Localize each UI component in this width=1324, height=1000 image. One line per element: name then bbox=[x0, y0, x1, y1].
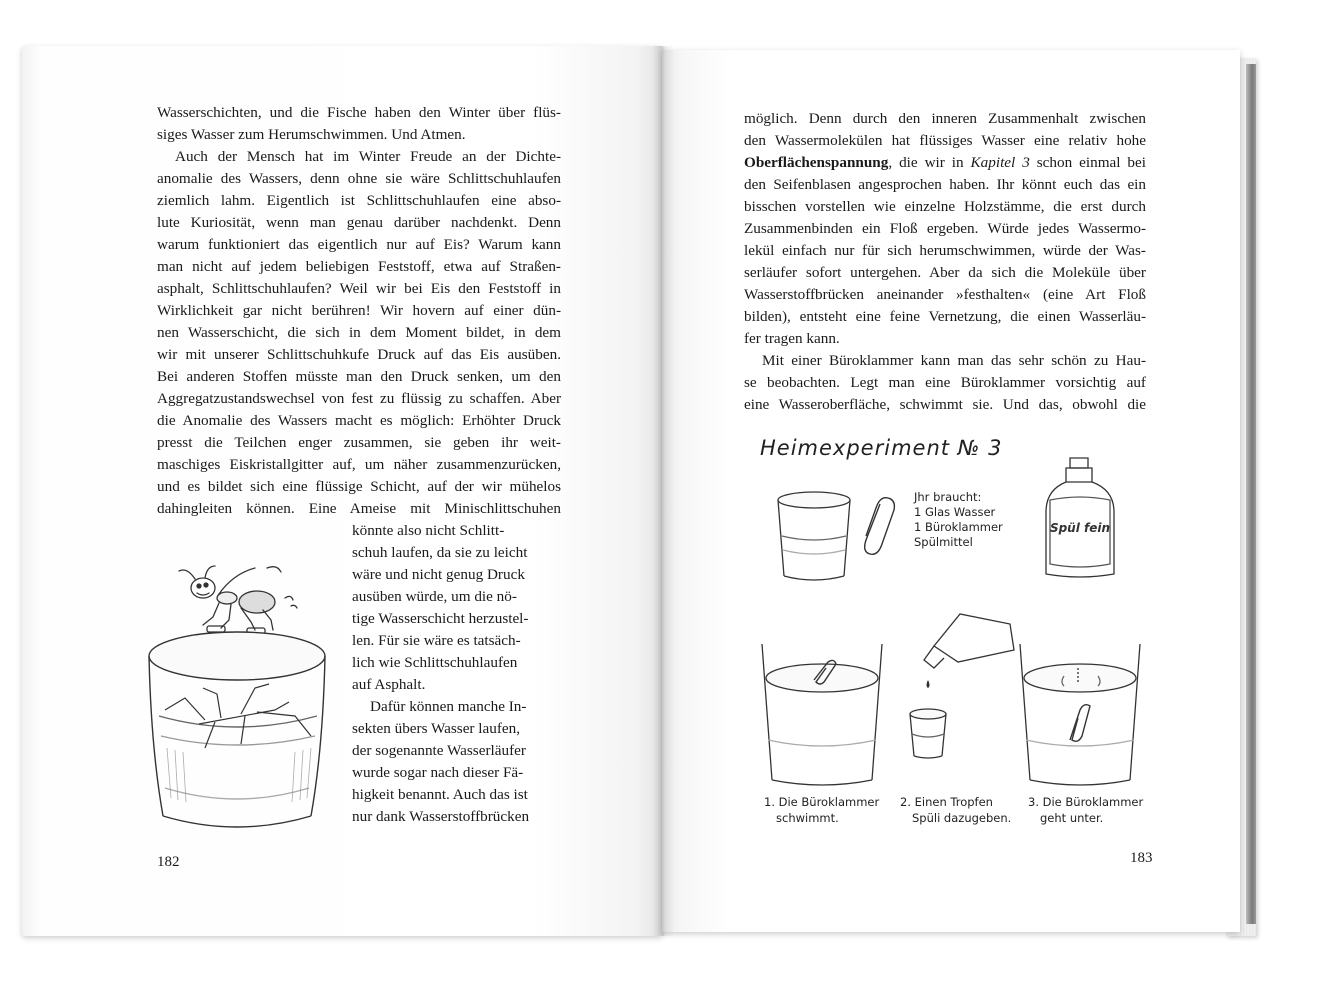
text-line: schuh laufen, da sie zu leicht bbox=[352, 544, 528, 561]
step2-caption-line2: Spüli dazugeben. bbox=[912, 811, 1012, 825]
text-segment: schon einmal bei bbox=[1029, 154, 1146, 171]
text-line: higkeit benannt. Auch das ist bbox=[352, 786, 528, 803]
glass-drawing bbox=[762, 644, 882, 785]
text-line: könnte also nicht Schlitt- bbox=[352, 522, 505, 539]
step2-caption-line1: 2. Einen Tropfen bbox=[900, 795, 993, 809]
text-line: Auch der Mensch hat im Winter Freude an der Dichte- bbox=[175, 148, 561, 165]
water-strider-drawing bbox=[165, 684, 311, 748]
text-line: dahingleiten können. Eine Ameise mit Minischlittschuhen bbox=[157, 500, 561, 517]
text-line: lute Kuriosität, wenn man genau darüber nachdenkt. Denn bbox=[157, 214, 561, 231]
term-bold: Oberflächenspannung bbox=[744, 154, 889, 171]
text-line: Wasserschichten, und die Fische haben den Winter über flüs- bbox=[157, 104, 561, 121]
text-line: se beobachten. Legt man eine Büroklammer vorsichtig auf bbox=[744, 374, 1146, 391]
text-line: wäre und nicht genug Druck bbox=[352, 566, 525, 583]
text-line: sekten übers Wasser laufen, bbox=[352, 720, 521, 737]
supply-heading: Jhr braucht: bbox=[914, 490, 982, 504]
text-line: den Wassermolekülen hat flüssiges Wasser eine relativ hohe bbox=[744, 132, 1146, 149]
text-line: warum funktioniert das eigentlich nur auf Eis? Warum kann bbox=[157, 236, 561, 253]
text-line: len. Für sie wäre es tatsäch- bbox=[352, 632, 521, 649]
text-line: wurde sogar nach dieser Fä- bbox=[352, 764, 524, 781]
text-line: Wasserstoffbrücken aneinander »festhalten« (eine Art Floß bbox=[744, 286, 1146, 303]
text-line: serläufer sofort untergehen. Aber da sich die Moleküle über bbox=[744, 264, 1146, 281]
soap-drop bbox=[927, 680, 930, 688]
text-line: presst die Teilchen enger zusammen, sie geben ihr weit- bbox=[157, 434, 561, 451]
text-line: ziemlich lahm. Eigentlich ist Schlittschuhlaufen eine abso- bbox=[157, 192, 561, 209]
text-line: die Anomalie des Wassers macht es möglich: Erhöhter Druck bbox=[157, 412, 561, 429]
text-line: der sogenannte Wasserläufer bbox=[352, 742, 526, 759]
text-line: man nicht auf jedem beliebigen Feststoff, etwa auf Straßen- bbox=[157, 258, 561, 275]
text-line: eine Wasseroberfläche, schwimmt sie. Und das, obwohl die bbox=[744, 396, 1146, 413]
text-line: ausüben würde, um die nö- bbox=[352, 588, 517, 605]
page-number-left: 182 bbox=[157, 854, 180, 870]
supply-item: Spülmittel bbox=[914, 535, 973, 549]
bottle-drawing bbox=[1046, 458, 1114, 577]
step1-glass-illustration bbox=[760, 640, 884, 790]
bottle-label: Spül fein bbox=[1049, 521, 1111, 535]
text-line: auf Asphalt. bbox=[352, 676, 426, 693]
text-line: Bei anderen Stoffen müsste man den Druck senken, um den bbox=[157, 368, 561, 385]
glass-drawing bbox=[1020, 644, 1140, 785]
text-line: bilden), entsteht eine feine Vernetzung, die einen Wasserläu- bbox=[744, 308, 1146, 325]
text-line: und es bildet sich eine flüssige Schicht, auf der wir mühelos bbox=[157, 478, 561, 495]
text-line: den Seifenblasen angesprochen haben. Ihr könnt euch das ein bbox=[744, 176, 1146, 193]
text-line: tige Wasserschicht herzustel- bbox=[352, 610, 529, 627]
step1-caption-line1: 1. Die Büroklammer bbox=[764, 795, 880, 809]
text-line: Mit einer Büroklammer kann man das sehr schön zu Hau- bbox=[762, 352, 1146, 369]
page-number-right: 183 bbox=[1130, 850, 1153, 866]
experiment-title: Heimexperiment № 3 bbox=[760, 436, 1003, 460]
text-line: anomalie des Wassers, denn ohne sie wäre Schlittschuhlaufen bbox=[157, 170, 561, 187]
back-cover-edge bbox=[1246, 64, 1256, 924]
text-line: bisschen vorstellen wie einzelne Holzstämme, die erst durch bbox=[744, 198, 1146, 215]
text-line: Dafür können manche In- bbox=[370, 698, 527, 715]
step3-caption-line1: 3. Die Büroklammer bbox=[1028, 795, 1144, 809]
tilted-bottle-drawing bbox=[924, 614, 1014, 668]
text-line: siges Wasser zum Herumschwimmen. Und Atmen. bbox=[157, 126, 466, 143]
step1-caption-line2: schwimmt. bbox=[776, 811, 839, 825]
supplies-illustration bbox=[776, 488, 916, 588]
text-line: maschiges Eiskristallgitter auf, um näher zusammenzurücken, bbox=[157, 456, 561, 473]
ant-drawing bbox=[179, 566, 297, 638]
supply-item: 1 Glas Wasser bbox=[914, 505, 996, 519]
paperclip-drawing bbox=[865, 498, 895, 555]
text-line: nur dank Wasserstoffbrücken bbox=[352, 808, 530, 825]
dish-soap-bottle-illustration bbox=[1040, 456, 1120, 580]
chapter-reference: Kapitel 3 bbox=[970, 154, 1030, 171]
text-line: Aggregatzustandswechsel von fest zu flüssig zu schaffen. Aber bbox=[157, 390, 561, 407]
text-line: wir mit unserer Schlittschuhkufe Druck auf das Eis ausüben. bbox=[157, 346, 561, 363]
text-line: lekül einfach nur für sich herumschwimmen, würde der Was- bbox=[744, 242, 1146, 259]
sinking-paperclip bbox=[1070, 705, 1090, 742]
book-gutter bbox=[652, 46, 674, 936]
glass-drawing bbox=[149, 632, 325, 827]
text-line: Zusammenbinden ein Floß ergeben. Würde jedes Wassermo- bbox=[744, 220, 1146, 237]
step3-caption-line2: geht unter. bbox=[1040, 811, 1104, 825]
step3-glass-illustration bbox=[1018, 640, 1142, 790]
small-glass-drawing bbox=[910, 709, 946, 758]
text-segment: , die wir in bbox=[888, 154, 971, 171]
text-line: nen Wasserschicht, die sich in dem Moment bildet, in dem bbox=[157, 324, 561, 341]
text-line: fer tragen kann. bbox=[744, 330, 840, 347]
text-line: lich wie Schlittschuhlaufen bbox=[352, 654, 518, 671]
text-line: Wirklichkeit gar nicht berühren! Wir hovern auf einer dün- bbox=[157, 302, 561, 319]
text-line: asphalt, Schlittschuhlaufen? Weil wir bei Eis den Feststoff in bbox=[157, 280, 561, 297]
text-line bbox=[744, 152, 1146, 174]
step2-illustration bbox=[900, 610, 1020, 760]
supply-item: 1 Büroklammer bbox=[914, 520, 1003, 534]
water-glass-drawing bbox=[778, 492, 850, 580]
text-line: möglich. Denn durch den inneren Zusammenhalt zwischen bbox=[744, 110, 1146, 127]
ant-glass-illustration bbox=[145, 548, 345, 848]
title-underline bbox=[758, 466, 990, 470]
